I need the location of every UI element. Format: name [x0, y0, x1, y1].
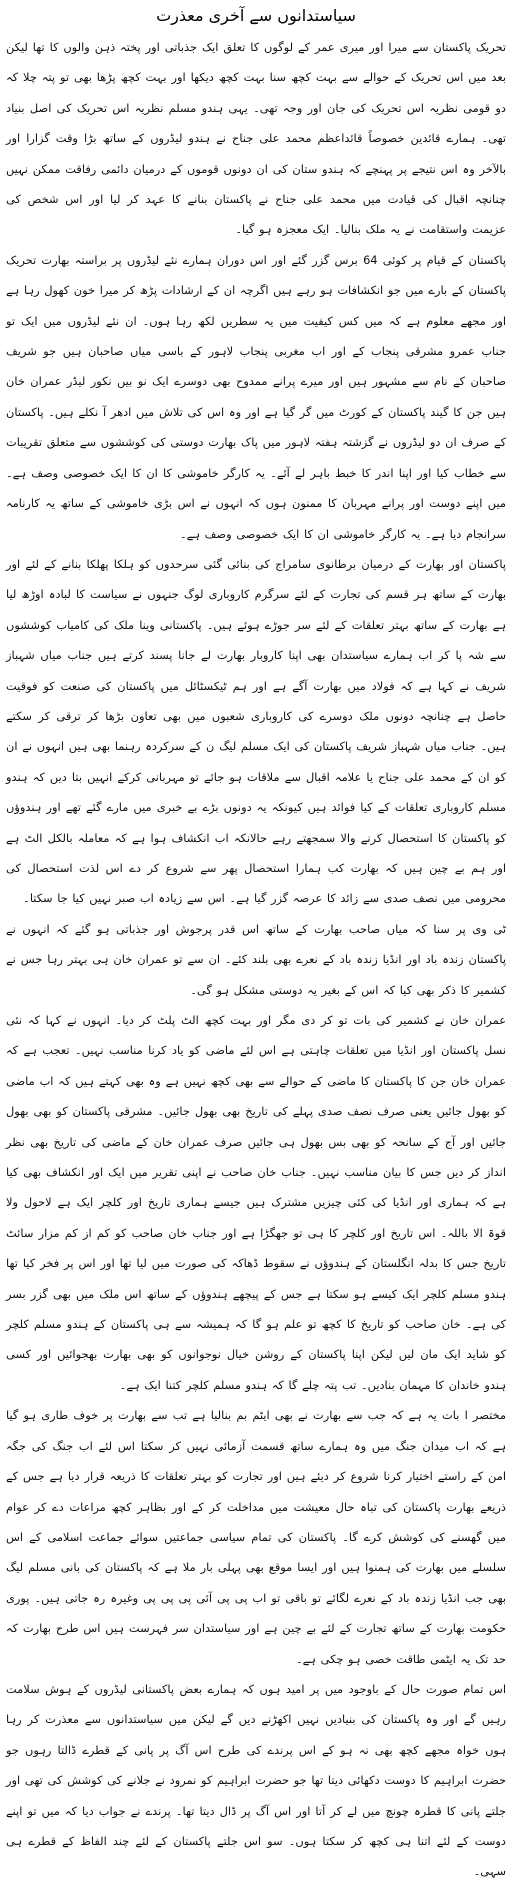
article-paragraph-7: اس تمام صورت حال کے باوجود میں پر امید ہوں کہ ہمارے بعض پاکستانی لیڈروں کے ہوش سلامت رہیں گے اور وہ پاکستان کی بنیادیں نہیں اکھڑنے دیں گے لیکن میں سیاستدانوں سے معذرت کر رہا ہوں خواہ مجھے کچھ بھی نہ ہو کے اس پرندے کی طرح اس آگ پر پانی کے قطرے ڈالتا رہوں جو حضرت ابراہیم کا دوست دکھائی دیتا تھا جو حضرت ابراہیم کو نمرود نے جلانے کی کوشش کی تھی اور جلتے پانی کا قطرہ چونچ میں لے کر آتا اور اس آگ پر ڈال دیتا تھا۔ پرندے نے جواب دیا کہ میں تو اپنے دوست کے لئے اتنا ہی کچھ کر سکتا ہوں۔ سو اس جلتے پاکستان کے لئے چند الفاظ کے قطرے ہی سہی۔	[6, 1681, 506, 1879]
article-paragraph-6: مختصر ا بات یہ ہے کہ جب سے بھارت نے بھی ایٹم بم بنالیا ہے تب سے بھارت پر خوف طاری ہو گیا ہے کہ اب میدان جنگ میں وہ ہمارے ساتھ قسمت آزمائی نہیں کر سکتا اس لئے اب جنگ کی جگہ امن کے راستے اختیار کرنا شروع کر دیئے ہیں اور تجارت کو بہتر تعلقات کا ذریعہ قرار دیا ہے جس کے ذریعے بھارت پاکستان کی تباہ حال معیشت میں مداخلت کر کے اور بظاہر کچھ مراعات دے کر عوام میں گھسنے کی کوشش کرے گا۔ پاکستان کی تمام سیاسی جماعتیں سوائے جماعت اسلامی کے اس سلسلے میں بھارت کی ہمنوا ہیں اور ایسا موقع بھی پہلی بار ملا ہے کہ پاکستان کی بانی مسلم لیگ بھی جب انڈیا زندہ باد کے نعرے لگائے تو باقی تو اب پی پی آئی پی پی پی وغیرہ رہ جاتی ہیں۔ پوری حکومت بھارت کے ساتھ تجارت کے لئے بے چین ہے اور سیاستدان سر فہرست ہیں اس طرح بھارت کہ حد تک یہ ایٹمی طاقت خصی ہو چکی ہے۔	[6, 1408, 506, 1666]
article-paragraph-4: ٹی وی پر سنا کہ میاں صاحب بھارت کے ساتھ اس قدر پرجوش اور جذباتی ہو گئے کہ انہوں نے پاکستان زندہ باد اور انڈیا زندہ باد کے نعرے بھی بلند کئے۔ ان سے تو عمران خان ہی بہتر رہا جس نے کشمیر کا ذکر بھی کیا کہ اس کے بغیر یہ دوستی مشکل ہو گی۔	[6, 921, 506, 997]
article-paragraph-5: عمران خان نے کشمیر کی بات تو کر دی مگر اور بہت کچھ الٹ پلٹ کر دیا۔ انہوں نے کہا کہ نئی نسل پاکستان اور انڈیا میں تعلقات چاہتی ہے اس لئے ماضی کو یاد کرنا مناسب نہیں۔ تعجب ہے کہ عمران خان جن کا پاکستان کا ماضی کے حوالے سے بھی کچھ نہیں ہے وہ بھی کہتے ہیں کہ اب ماضی کو بھول جائیں یعنی صرف نصف صدی پہلے کی تاریخ بھی بھول جائیں۔ مشرقی پاکستان کو بھی بھول جائیں اور آج کے سانحہ کو بھی بس بھول ہی جائیں صرف عمران خان کے ماضی کی تاریخ بھی نظر انداز کر دیں جس کا بیان مناسب نہیں۔ جناب خان صاحب نے اپنی تقریر میں ایک اور انکشاف بھی کیا ہے کہ ہماری اور انڈیا کی کئی چیزیں مشترک ہیں جیسے ہماری تاریخ اور کلچر ایک ہے لاحول ولا قوۃ الا باللہ۔ اس تاریخ اور کلچر کا ہی تو جھگڑا ہے اور جناب خان صاحب کو کم از کم مزار سائٹ تاریخ جس کا بدلہ انگلستان کے ہندوؤں نے سقوط ڈھاکہ کی صورت میں لیا تھا اور اس پر فخر کیا تھا ہندو مسلم کلچر ایک کیسے ہو سکتا ہے جس کے پیچھے ہندوؤں کے ساتھ اس ملک میں بھی گزر بسر کی ہے۔ خان صاحب کو تاریخ کا کچھ تو علم ہو گا کہ ہمیشہ سے ہی پاکستان کے ہندو مسلم کلچر کو شاید ایک مان لیں لیکن اپنا پاکستان کے روشن خیال نوجوانوں کو بھی بھارت بھجوائیں اور کسی ہندو خاندان کا مہمان بنادیں۔ تب پتہ چلے گا کہ ہندو مسلم کلچر کتنا ایک ہے۔	[6, 1013, 506, 1392]
article-paragraph-3: پاکستان اور بھارت کے درمیان برطانوی سامراج کی بنائی گئی سرحدوں کو ہلکا پھلکا بنانے کے لئے اور بھارت کے ساتھ ہر قسم کی تجارت کے لئے سرگرم کاروباری لوگ جنہوں نے سیاست کا لبادہ اوڑھ لیا ہے بھارت کے ساتھ بہتر تعلقات کے لئے سر جوڑے ہوئے ہیں۔ پاکستانی وینا ملک کی کامیاب کوششوں سے شہ پا کر اب ہمارے سیاستدان بھی اپنا کاروبار بھارت لے جانا پسند کرتے ہیں جناب میاں شہباز شریف نے کہا ہے کہ فولاد میں بھارت آگے ہے اور ہم ٹیکسٹائل میں پاکستان کی صنعت کو فوقیت حاصل ہے چنانچہ دونوں ملک دوسرے کی کاروباری شعبوں میں بھی تعاون بڑھا کر ترقی کر سکتے ہیں۔ جناب میاں شہباز شریف پاکستان کی ایک مسلم لیگ ن کے سرکردہ رہنما بھی ہیں انہوں نے ان کو ان کے محمد علی جناح یا علامہ اقبال سے ملاقات ہو جائے تو مہربانی کرکے انہیں بتا دیں کہ ہندو مسلم کاروباری تعلقات کے کیا فوائد ہیں کیونکہ یہ دونوں بڑے بے خبری میں مارے گئے تھے اور ہندوؤں کو پاکستان کا استحصال کرنے والا سمجھتے رہے حالانکہ اب انکشاف ہوا ہے کہ معاملہ بالکل الٹ ہے اور ہم بے چین ہیں کہ بھارت کب ہمارا استحصال پھر سے شروع کر دے اس لذت استحصال کی محرومی میں نصف صدی سے زائد کا عرصہ گزر گیا ہے۔ اس سے زیادہ اب صبر نہیں کیا جا سکتا۔	[6, 556, 506, 906]
article-paragraph-2: پاکستان کے قیام پر کوئی 64 برس گزر گئے اور اس دوران ہمارے نئے لیڈروں پر براستہ بھارت تحریک پاکستان کے بارے میں جو انکشافات ہو رہے ہیں اگرچہ ان کے ارشادات پڑھ کر میرا خون کھول رہا ہے اور مجھے معلوم ہے کہ میں کس کیفیت میں یہ سطریں لکھ رہا ہوں۔ ان نئے لیڈروں میں ایک تو جناب عمرو مشرقی پنجاب کے اور اب مغربی پنجاب لاہور کے باسی میاں صاحبان ہیں جو شریف صاحبان کے نام سے مشہور ہیں اور میرے پرانے ممدوح بھی دوسرے ایک نو بیں نکور لیڈر عمران خان ہیں جن کا گیند پاکستان کے کورٹ میں گر گیا ہے اور وہ اس کی تلاش میں ادھر آ نکلے ہیں۔ پاکستان کے صرف ان دو لیڈروں نے گزشتہ ہفتہ لاہور میں پاک بھارت دوستی کی کوششوں سے متعلق تقریبات سے خطاب کیا اور اپنا اندر کا خبط باہر لے آئے۔ یہ کارگر خاموشی کا ان کا ایک خصوصی وصف ہے۔ میں اپنے دوست اور پرانے مہربان کا ممنون ہوں کہ انہوں نے اس بڑی خاموشی کے ساتھ یہ کارنامہ سرانجام دیا ہے۔ یہ کارگر خاموشی ان کا ایک خصوصی وصف ہے۔	[6, 252, 507, 541]
article-title: سیاستدانوں سے آخری معذرت	[156, 6, 356, 25]
article-body	[6, 32, 506, 1887]
article-paragraph-1: تحریک پاکستان سے میرا اور میری عمر کے لوگوں کا تعلق ایک جذباتی اور پختہ ذہن والوں کا تھا لیکن بعد میں اس تحریک کے حوالے سے بہت کچھ سنا بہت کچھ دیکھا اور بہت کچھ پڑھا بھی تو پتہ چلا کہ دو قومی نظریہ اس تحریک کی جان اور وجہ تھی۔ یہی ہندو مسلم نظریہ اس تحریک کی اصل بنیاد تھی۔ ہمارے قائدین خصوصاً قائداعظم محمد علی جناح نے ہندو لیڈروں کے ساتھ بڑا وقت گزارا اور بالآخر وہ اس نتیجے پر پہنچے کہ ہندو ستان کی ان دونوں قوموں کے درمیان دائمی رفاقت ممکن نہیں چنانچہ اقبال کی قیادت میں محمد علی جناح نے پاکستان بنانے کا عہد کر لیا اور اس شخص کی عزیمت واستقامت نے یہ ملک بنالیا۔ ایک معجزہ ہو گیا۔	[6, 40, 506, 237]
